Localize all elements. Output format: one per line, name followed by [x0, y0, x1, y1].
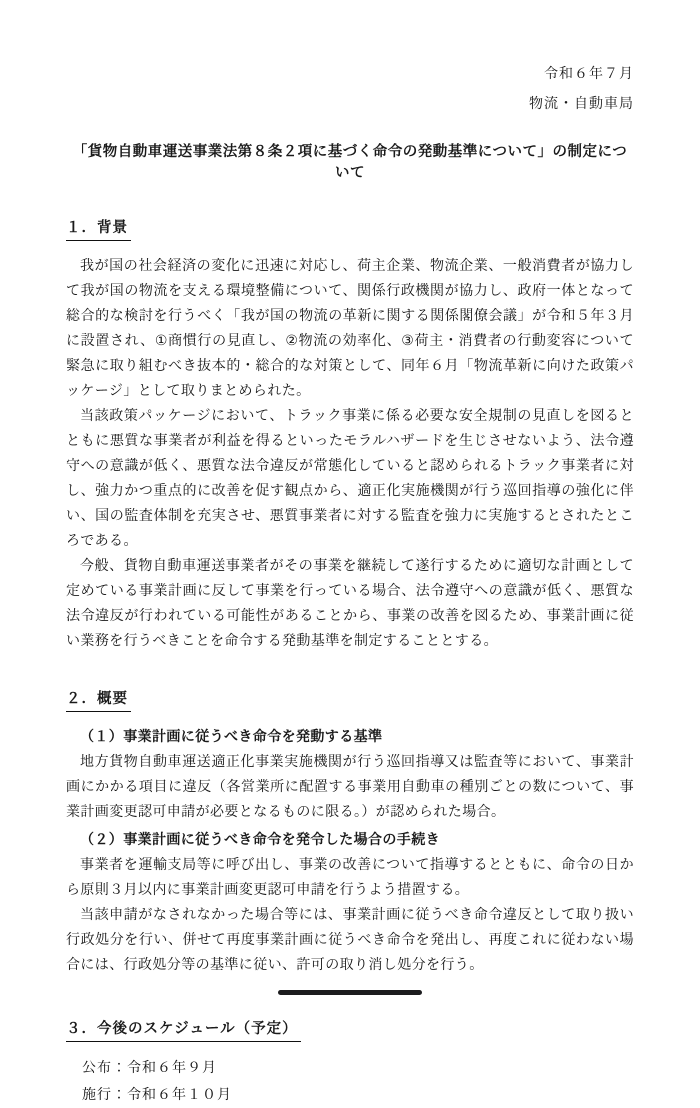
section-1-heading-row	[66, 216, 634, 241]
background-paragraph-3: 今般、貨物自動車運送事業者がその事業を継続して遂行するために適切な計画として定めている事業計画に反して事業を行っている場合、法令遵守への意識が低く、悪質な法令違反が行われている可能性があることから、事業の改善を図るため、事業計画に従い業務を行うべきことを命令する発動基準を制定することとする。	[66, 557, 634, 648]
section-2-heading: ２．概要	[66, 687, 131, 712]
home-indicator-bar	[278, 990, 422, 995]
background-paragraph-1: 我が国の社会経済の変化に迅速に対応し、荷主企業、物流企業、一般消費者が協力して我が国の物流を支える環境整備について、関係行政機関が協力し、政府一体となって総合的な検討を行うべく「我が国の物流の革新に関する関係閣僚会議」が令和５年３月に設置され、①商慣行の見直し、②物流の効率化、③荷主・消費者の行動変容について緊急に取り組むべき抜本的・総合的な対策として、同年６月「物流革新に向けた政策パッケージ」として取りまとめられた。	[66, 257, 634, 398]
overview-item-2-paragraph-1: 事業者を運輸支局等に呼び出し、事業の改善について指導するとともに、命令の日から原則３月以内に事業計画変更認可申請を行うよう措置する。	[66, 856, 634, 897]
overview-item-1-heading: （１）事業計画に従うべき命令を発動する基準	[80, 728, 383, 744]
section-3-heading-row	[66, 1017, 634, 1042]
overview-item-1-body: 地方貨物自動車運送適正化事業実施機関が行う巡回指導又は監査等において、事業計画にかかる項目に違反（各営業所に配置する事業用自動車の種別ごとの数について、事業計画変更認可申請が必要となるものに限る。）が認められた場合。	[66, 753, 634, 819]
section-3-heading: ３．今後のスケジュール（予定）	[66, 1017, 301, 1042]
section-1-heading: １．背景	[66, 216, 131, 241]
section-schedule	[66, 1017, 634, 1108]
background-paragraph-2: 当該政策パッケージにおいて、トラック事業に係る必要な安全規制の見直しを図るとともに悪質な事業者が利益を得るといったモラルハザードを生じさせないよう、法令遵守への意識が低く、悪質な法令違反が常態化していると認められるトラック事業者に対し、強力かつ重点的に改善を促す観点から、適正化実施機関が行う巡回指導の強化に伴い、国の監査体制を充実させ、悪質事業者に対する監査を強力に実施するとされたところである。	[66, 407, 634, 548]
section-overview	[66, 687, 634, 977]
section-background	[66, 216, 634, 653]
schedule-enforcement-line: 施行：令和６年１０月	[82, 1086, 232, 1102]
overview-item-2-paragraph-2: 当該申請がなされなかった場合等には、事業計画に従うべき命令違反として取り扱い行政処分を行い、併せて再度事業計画に従うべき命令を発出し、再度これに従わない場合には、行政処分等の基準に従い、許可の取り消し処分を行う。	[66, 906, 634, 972]
document-title: 「貨物自動車運送事業法第８条２項に基づく命令の発動基準について」の制定について	[72, 144, 628, 181]
date-line: 令和６年７月	[544, 65, 634, 81]
department-line: 物流・自動車局	[529, 95, 634, 111]
overview-item-2-heading: （２）事業計画に従うべき命令を発令した場合の手続き	[80, 831, 440, 847]
document-header	[66, 58, 634, 118]
schedule-publication-line: 公布：令和６年９月	[82, 1059, 217, 1075]
section-2-heading-row	[66, 687, 634, 712]
